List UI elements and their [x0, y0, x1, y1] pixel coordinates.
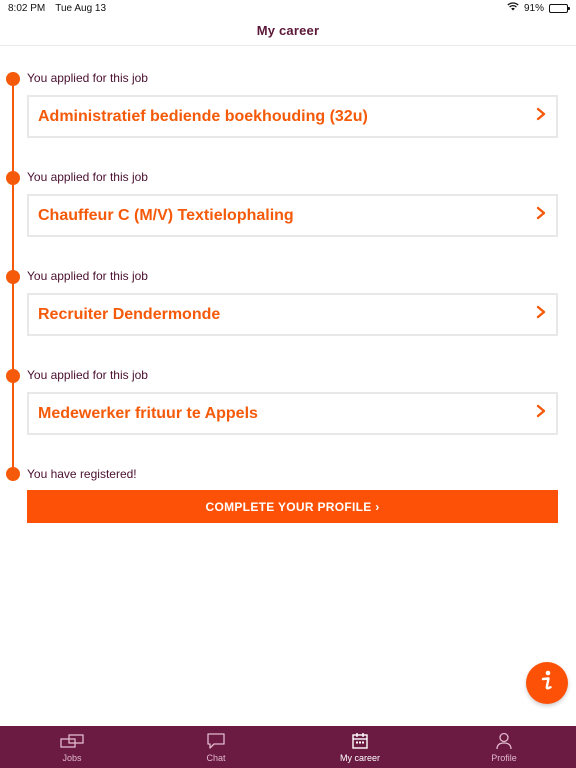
- timeline-dot: [6, 72, 20, 86]
- status-bar: [0, 0, 576, 16]
- job-title: Medewerker frituur te Appels: [38, 404, 258, 422]
- chevron-right-icon: [535, 404, 547, 423]
- timeline-label: You applied for this job: [27, 368, 148, 382]
- tab-jobs[interactable]: [0, 726, 144, 768]
- job-title: Recruiter Dendermonde: [38, 305, 221, 323]
- timeline-dot: [6, 369, 20, 383]
- status-time: 8:02 PM: [8, 2, 46, 14]
- timeline-dot: [6, 467, 20, 481]
- timeline-dot: [6, 270, 20, 284]
- page-title: My career: [256, 23, 320, 38]
- job-card[interactable]: [27, 392, 558, 435]
- tab-label: Chat: [206, 752, 226, 763]
- tab-my-career[interactable]: [288, 726, 432, 768]
- complete-profile-button[interactable]: COMPLETE YOUR PROFILE ›: [27, 490, 558, 523]
- tab-label: Jobs: [62, 752, 82, 763]
- job-title: Administratief bediende boekhouding (32u): [38, 107, 368, 125]
- job-title: Chauffeur C (M/V) Textielophaling: [38, 206, 294, 224]
- registered-label: You have registered!: [27, 467, 137, 481]
- jobs-icon: [60, 732, 84, 750]
- chevron-right-icon: [535, 107, 547, 126]
- timeline-dot: [6, 171, 20, 185]
- nav-bar: [0, 16, 576, 46]
- battery-percent: 91%: [523, 2, 544, 14]
- info-icon: [539, 670, 555, 697]
- timeline-label: You applied for this job: [27, 170, 148, 184]
- job-card[interactable]: [27, 293, 558, 336]
- timeline-label: You applied for this job: [27, 71, 148, 85]
- status-date: Tue Aug 13: [55, 2, 107, 14]
- tab-label: My career: [339, 752, 380, 763]
- person-icon: [492, 732, 516, 750]
- status-right: [507, 2, 568, 14]
- tab-profile[interactable]: [432, 726, 576, 768]
- wifi-icon: [507, 2, 519, 14]
- timeline-label: You applied for this job: [27, 269, 148, 283]
- chat-icon: [204, 732, 228, 750]
- tab-bar: [0, 726, 576, 768]
- calendar-icon: [348, 732, 372, 750]
- battery-icon: [549, 4, 568, 13]
- tab-chat[interactable]: [144, 726, 288, 768]
- tab-label: Profile: [491, 752, 517, 763]
- chevron-right-icon: [535, 206, 547, 225]
- job-card[interactable]: [27, 95, 558, 138]
- info-button[interactable]: [526, 662, 568, 704]
- job-card[interactable]: [27, 194, 558, 237]
- chevron-right-icon: [535, 305, 547, 324]
